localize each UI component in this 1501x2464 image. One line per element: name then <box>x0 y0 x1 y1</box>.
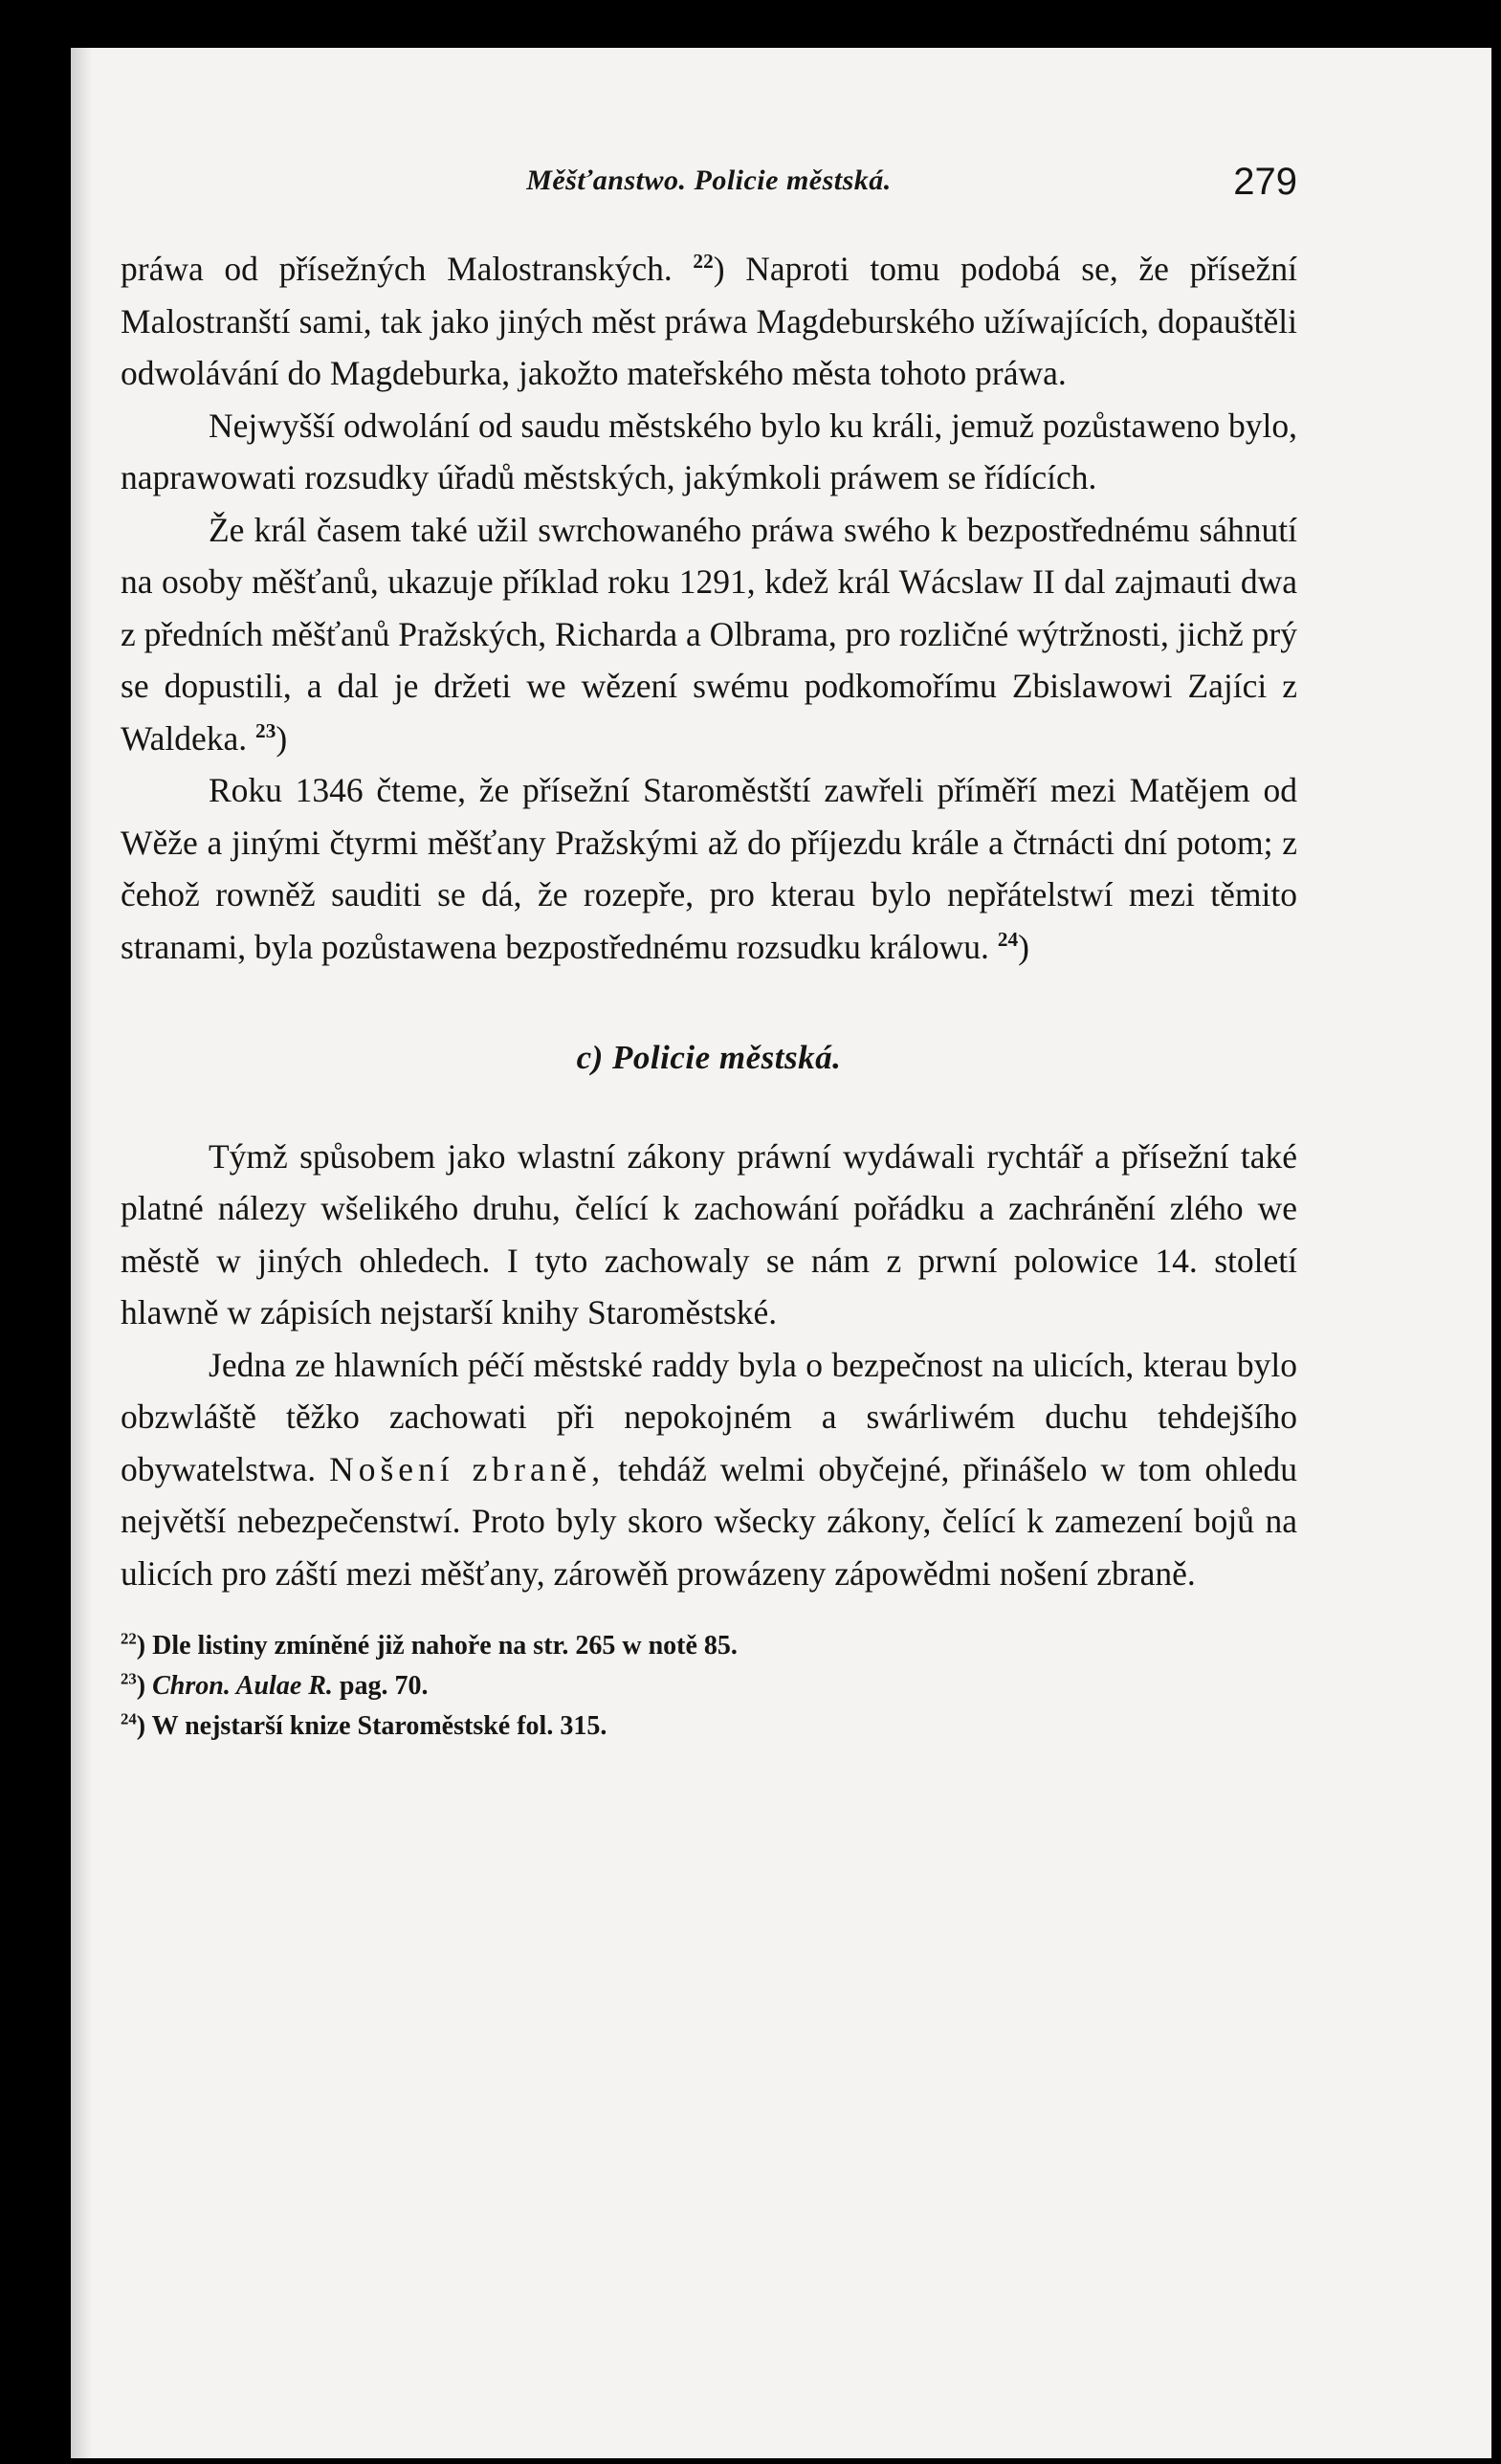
footnote-ref-23: 23 <box>255 718 276 742</box>
footnotes <box>121 1626 1297 1747</box>
running-head <box>121 161 1297 218</box>
running-title: Měšťanstwo. Policie městská. <box>526 165 892 196</box>
footnote-ref-24: 24 <box>997 927 1019 951</box>
paragraph-5: Týmž spůsobem jako wlastní zákony práwní wydáwali rychtář a přísežní také platné nálezy wšelikého druhu, čelící k zachowání pořádku a zachránění zlého we městě w jiných ohledech. I tyto zachowaly se nám z prwní polowice 14. století hlawně w zápisích nejstarší knihy Staroměstské. <box>121 1136 1297 1331</box>
paragraph-3: Že král časem také užil swrchowaného práwa swého k bezpostřednému sáhnutí na osoby měšťanů, ukazuje příklad roku 1291, kdež král Wácslaw II dal zajmauti dwa z předních měšťanů Pražských, Richarda a Olbrama, pro rozličné wýtržnosti, jichž prý se dopustili, a dal je držeti we wězení swému podkomořímu Zbislawowi Zajíci z Waldeka. $^{23}$) <box>121 510 1297 758</box>
paragraph-1: práwa od přísežných Malostranských. $^{22}$) Naproti tomu podobá se, že přísežní Malostranští sami, tak jako jiných měst práwa Magdeburského užíwajících, dopauštěli odwolávání do Magdeburka, jakožto mateřského města tohoto práwa. <box>121 250 1297 392</box>
body-text <box>121 243 1297 1599</box>
paragraph-6: Jedna ze hlawních péčí městské raddy byla o bezpečnost na ulicích, kterau bylo obzwláště těžko zachowati při nepokojném a swárliwém duchu tehdejšího obywatelstwa. Nošení zbraně, tehdáž welmi obyčejné, přinášelo w tom ohledu největší nebezpečenstwí. Proto byly skoro wšecky zákony, čelící k zamezení bojů na ulicích pro záští mezi měšťany, zárowěň prowázeny zápowědmi nošení zbraně. <box>121 1345 1297 1593</box>
footnote-source: Chron. Aulae R. <box>152 1671 333 1701</box>
footnote-ref-22: 22 <box>693 250 714 274</box>
section-heading: c) Policie městská. <box>576 1039 842 1076</box>
footnote-22: $^{22}$) Dle listiny zmíněné již nahoře na str. 265 w notě 85. <box>121 1629 738 1661</box>
paragraph-4: Roku 1346 čteme, že přísežní Staroměstští zawřeli příměří mezi Matějem od Wěže a jinými čtyrmi měšťany Pražskými až do příjezdu krále a čtrnácti dní potom; z čehož rowněž sauditi se dá, že rozepře, pro kterau bylo nepřátelstwí mezi těmito stranami, byla pozůstawena bezpostřednému rozsudku králowu. $^{24}$) <box>121 771 1297 966</box>
paragraph-2: Nejwyšší odwolání od saudu městského bylo ku králi, jemuž pozůstaweno bylo, naprawowati rozsudky úřadů městských, jakýmkoli práwem se řídících. <box>121 406 1297 496</box>
book-page <box>71 48 1491 2458</box>
footnote-24: $^{24}$) W nejstarší knize Staroměstské fol. 315. <box>121 1709 607 1741</box>
text-area <box>121 161 1297 1747</box>
footnote-23: $^{23}$) Chron. Aulae R. pag. 70. <box>121 1669 429 1701</box>
binding-shadow <box>71 48 92 2458</box>
emphasis-spaced: Nošení zbraně, <box>329 1449 606 1488</box>
page-number: 279 <box>1233 161 1297 203</box>
